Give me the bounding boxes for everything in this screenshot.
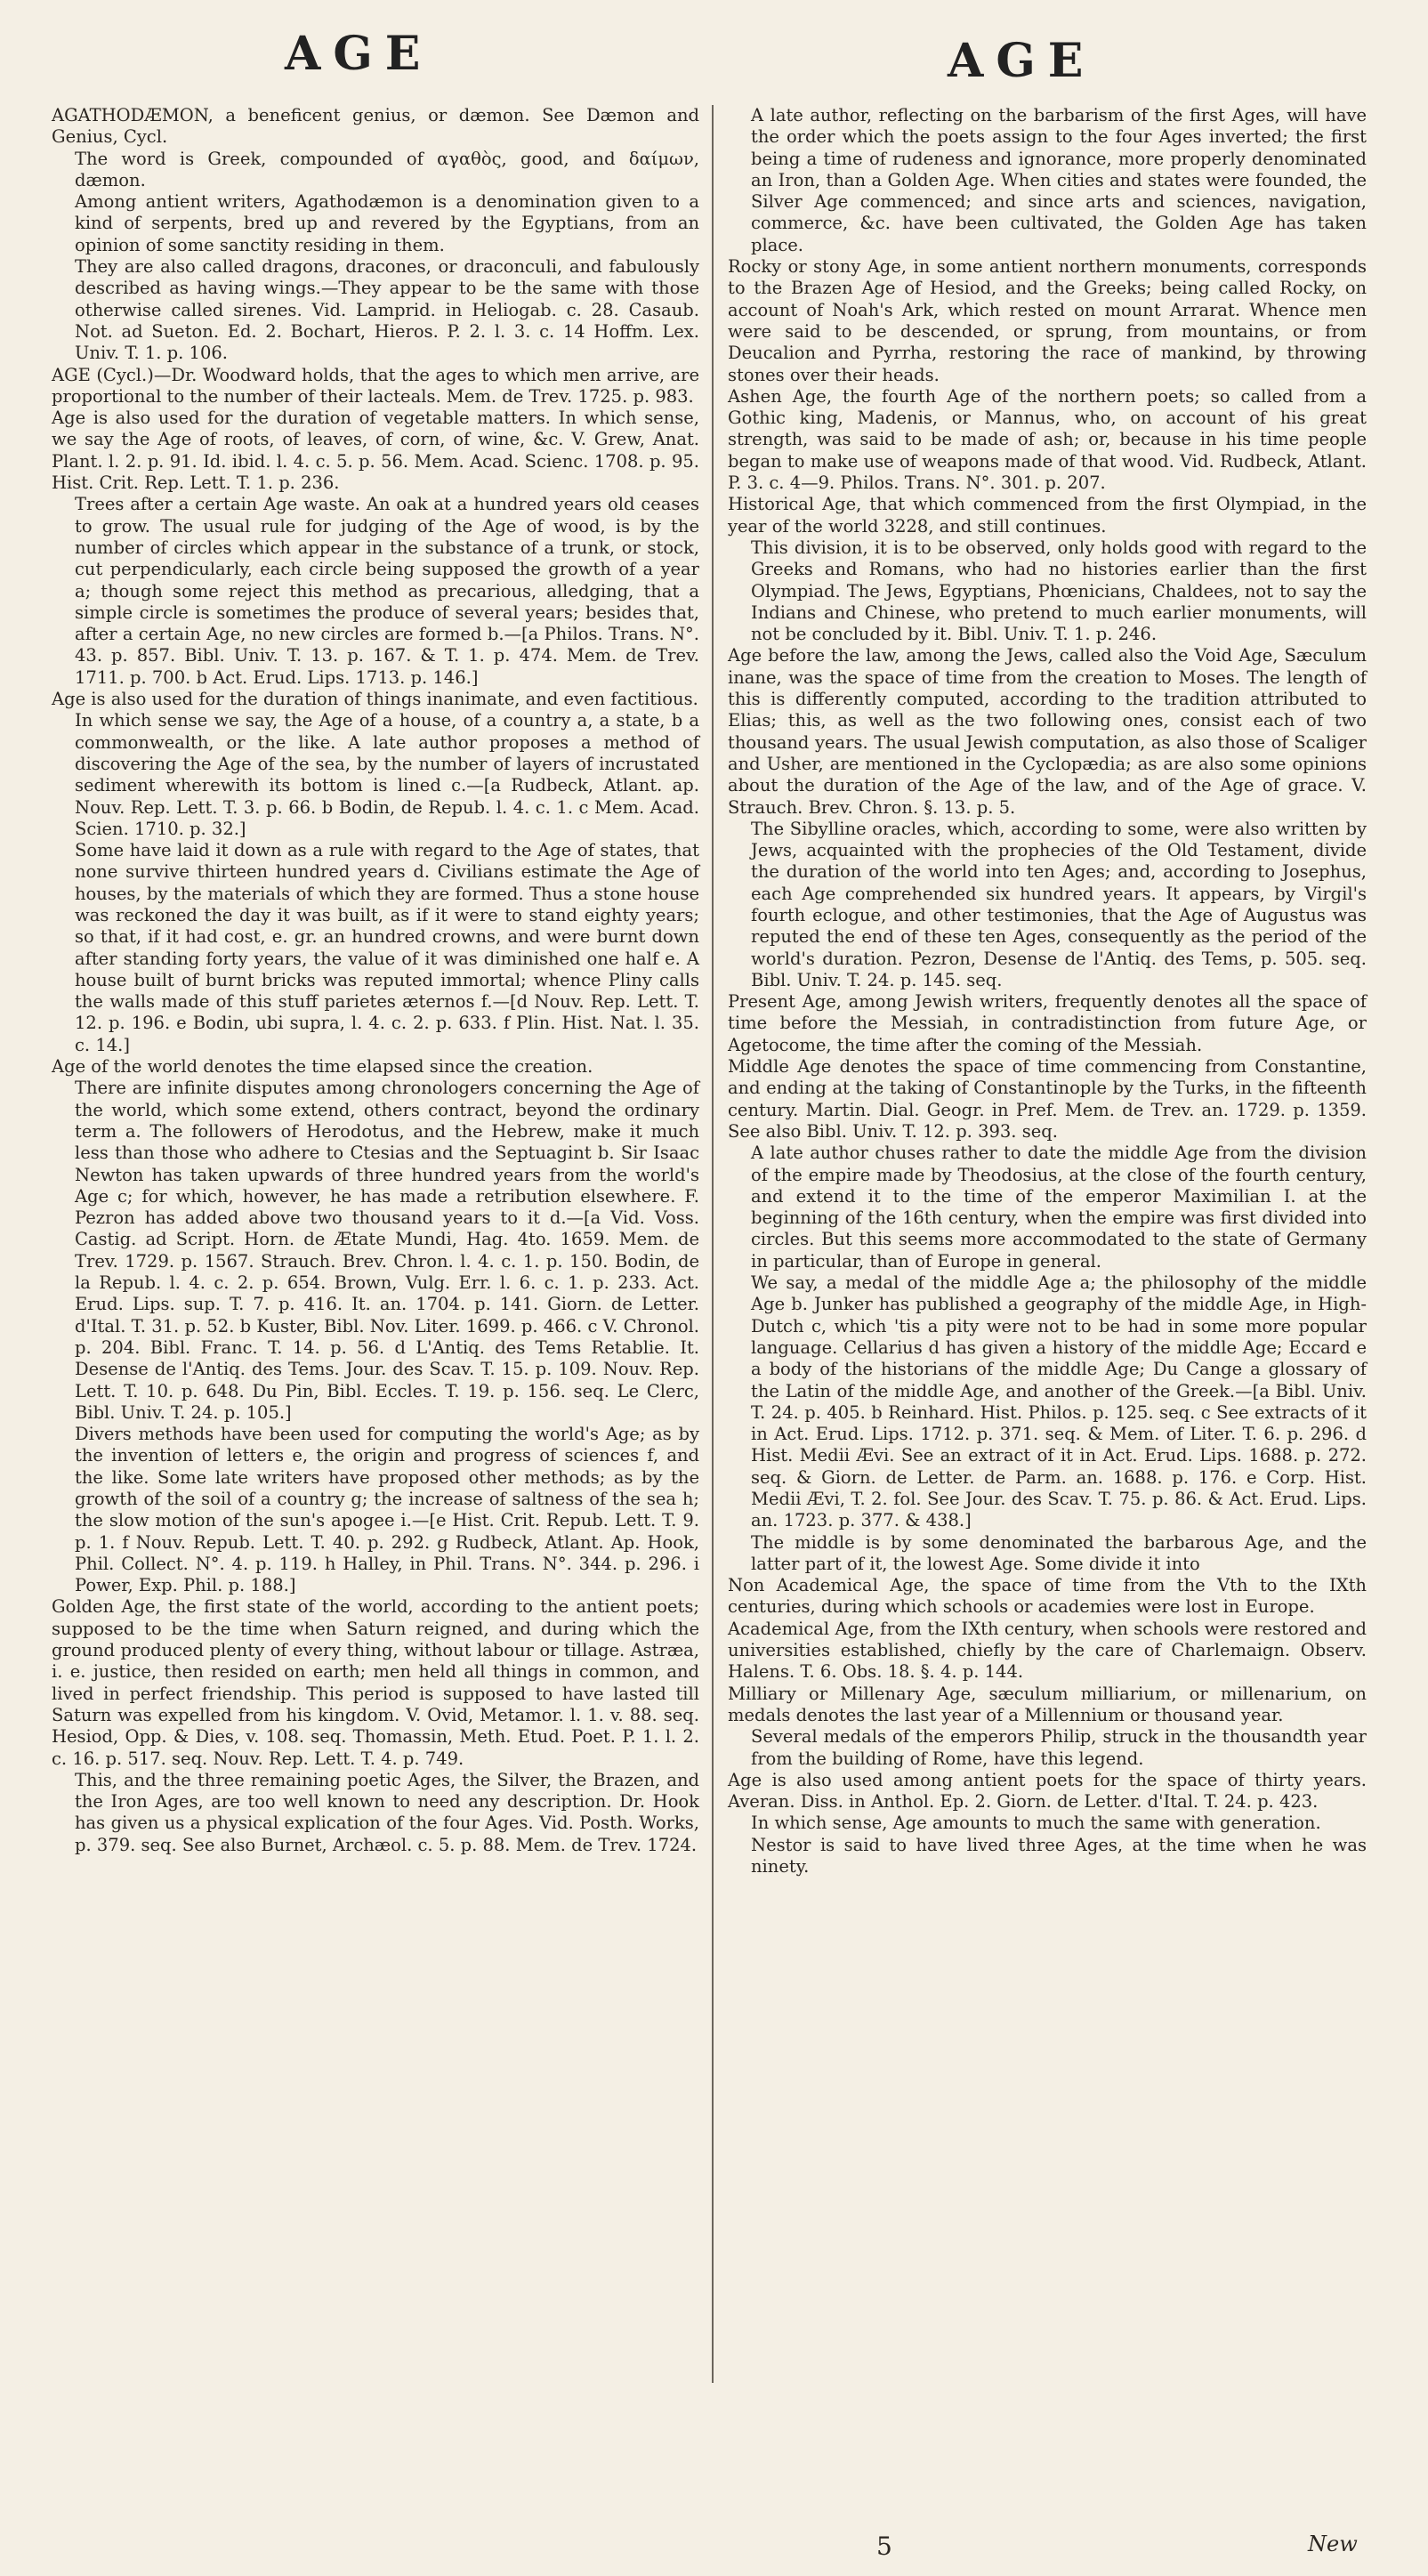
entry-present-age: Present Age, among Jewish writers, frequently denotes all the space of time before the Messiah, in contradistinction from future Age, or Agetocome, the time after the coming of the Messiah. [728,991,1367,1055]
paragraph: There are infinite disputes among chronologers concerning the Age of the world, which some extend, others contract, beyond the ordinary term a. The followers of Herodotus, and the Hebrew, make it much less than those who adhere to Ctesias and the Septuagint b. Sir Isaac Newton has taken upwards of three hundred years from the world's Age c; for which, however, he has made a retribution elsewhere. F. Pezron has added above two thousand years to it d.—[a Vid. Voss. Castig. ad Script. Horn. de Ætate Mundi, Hag. 4to. 1659. Mem. de Trev. 1729. p. 1567. Strauch. Brev. Chron. l. 4. c. 1. p. 150. Bodin, de la Repub. l. 4. c. 2. p. 654. Brown, Vulg. Err. l. 6. c. 1. p. 233. Act. Erud. Lips. sup. T. 7. p. 416. It. an. 1704. p. 141. Giorn. de Letter. d'Ital. T. 31. p. 52. b Kuster, Bibl. Nov. Liter. 1699. p. 466. c V. Chronol. p. 204. Bibl. Franc. T. 14. p. 56. d L'Antiq. des Tems Retablie. It. Desense de l'Antiq. des Tems. Jour. des Scav. T. 15. p. 109. Nouv. Rep. Lett. T. 10. p. 648. Du Pin, Bibl. Eccles. T. 19. p. 156. seq. Le Clerc, Bibl. Univ. T. 24. p. 105.] [75,1078,699,1423]
paragraph: This, and the three remaining poetic Ages, the Silver, the Brazen, and the Iron Ages, are too well known to need any description. Dr. Hook has given us a physical explication of the four Ages. Vid. Posth. Works, p. 379. seq. See also Burnet, Archæol. c. 5. p. 88. Mem. de Trev. 1724. [75,1769,699,1855]
paragraph: They are also called dragons, dracones, or draconculi, and fabulously described as having wings.—They appear to be the same with those otherwise called sirenes. Vid. Lamprid. in Heliogab. c. 28. Casaub. Not. ad Sueton. Ed. 2. Bochart, Hieros. P. 2. l. 3. c. 14 Hoffm. Lex. Univ. T. 1. p. 106. [75,256,699,364]
paragraph: A late author, reflecting on the barbarism of the first Ages, will have the order which the poets assign to the four Ages inverted; the first being a time of rudeness and ignorance, more properly denominated an Iron, than a Golden Age. When cities and states were founded, the Silver Age commenced; and since arts and sciences, navigation, commerce, &c. have been cultivated, the Golden Age has taken place. [751,105,1367,255]
entry-age-thirty-years: Age is also used among antient poets for the space of thirty years. Averan. Diss. in Anthol. Ep. 2. Giorn. de Letter. d'Ital. T. 24. p. 423. [728,1769,1367,1813]
page-number: 5 [876,2532,892,2561]
paragraph: Some have laid it down as a rule with regard to the Age of states, that none survive thirteen hundred years d. Civilians estimate the Age of houses, by the materials of which they are formed. Thus a stone house was reckoned the day it was built, as if it were to stand eighty years; so that, if it had cost, e. gr. an hundred crowns, and were burnt down after standing forty years, the value of it was diminished one half e. A house built of burnt bricks was reputed immortal; whence Pliny calls the walls made of this stuff parietes æternos f.—[d Nouv. Rep. Lett. T. 12. p. 196. e Bodin, ubi supra, l. 4. c. 2. p. 633. f Plin. Hist. Nat. l. 35. c. 14.] [75,840,699,1055]
entry-historical-age: Historical Age, that which commenced from the first Olympiad, in the year of the world 3228, and still continues. [728,494,1367,537]
entry-academical-age: Academical Age, from the IXth century, when schools were restored and universities established, chiefly by the care of Charlemaign. Observ. Halens. T. 6. Obs. 18. §. 4. p. 144. [728,1618,1367,1683]
paragraph: Among antient writers, Agathodæmon is a denomination given to a kind of serpents, bred up and revered by the Egyptians, from an opinion of some sanctity residing in them. [75,191,699,255]
entry-age-inanimate: Age is also used for the duration of things inanimate, and even factitious. [52,689,698,710]
paragraph: The word is Greek, compounded of αγαθὸς, good, and δαίμων, dæmon. [75,148,699,190]
catchword: New [1308,2532,1358,2556]
entry-golden-age: Golden Age, the first state of the world, according to the antient poets; supposed to be the time when Saturn reigned, and during which the ground produced plenty of every thing, without labour or tillage. Astræa, i. e. justice, then resided on earth; men held all things in common, and lived in perfect friendship. This period is supposed to have lasted till Saturn was expelled from his kingdom. V. Ovid, Metamor. l. 1. v. 88. seq. Hesiod, Opp. & Dies, v. 108. seq. Thomassin, Meth. Etud. Poet. P. 1. l. 2. c. 16. p. 517. seq. Nouv. Rep. Lett. T. 4. p. 749. [52,1596,699,1769]
paragraph: Nestor is said to have lived three Ages, at the time when he was ninety. [751,1834,1367,1877]
entry-age-of-world: Age of the world denotes the time elapsed since the creation. [52,1056,593,1078]
paragraph: Divers methods have been used for computing the world's Age; as by the invention of letters e, the origin and progress of sciences f, and the like. Some late writers have proposed other methods; as by the growth of the soil of a country g; the increase of saltness of the sea h; the slow motion of the sun's apogee i.—[e Hist. Crit. Repub. Lett. T. 9. p. 1. f Nouv. Repub. Lett. T. 40. p. 292. g Rudbeck, Atlant. Ap. Hook, Phil. Collect. N°. 4. p. 119. h Halley, in Phil. Trans. N°. 344. p. 296. i Power, Exp. Phil. p. 188.] [75,1424,699,1596]
entry-age-vegetable: Age is also used for the duration of vegetable matters. In which sense, we say the Age of roots, of leaves, of corn, of wine, &c. V. Grew, Anat. Plant. l. 2. p. 91. Id. ibid. l. 4. c. 5. p. 56. Mem. Acad. Scienc. 1708. p. 95. Hist. Crit. Rep. Lett. T. 1. p. 236. [52,408,699,494]
paragraph: In which sense we say, the Age of a house, of a country a, a state, b a commonwealth, or the like. A late author proposes a method of discovering the Age of the sea, by the number of layers of incrustated sediment wherewith its bottom is lined c.—[a Rudbeck, Atlant. ap. Nouv. Rep. Lett. T. 3. p. 66. b Bodin, de Repub. l. 4. c. 1. c Mem. Acad. Scien. 1710. p. 32.] [75,710,699,839]
paragraph: The Sibylline oracles, which, according to some, were also written by Jews, acquainted with the prophecies of the Old Testament, divide the duration of the world into ten Ages; and, according to Josephus, each Age comprehended six hundred years. It appears, by Virgil's fourth eclogue, and other testimonies, that the Age of Augustus was reputed the end of these ten Ages, consequently as the period of the world's duration. Pezron, Desense de l'Antiq. des Tems, p. 505. seq. Bibl. Univ. T. 24. p. 145. seq. [751,818,1367,990]
entry-age-before-law: Age before the law, among the Jews, called also the Void Age, Sæculum inane, was the space of time from the creation to Moses. The length of this is differently computed, according to the tradition attributed to Elias; this, as well as the two following ones, consist each of two thousand years. The usual Jewish computation, as also those of Scaliger and Usher, are mentioned in the Cyclopædia; as are also some opinions about the duration of the Age of the law, and of the Age of grace. V. Strauch. Brev. Chron. §. 13. p. 5. [728,645,1367,818]
paragraph: In which sense, Age amounts to much the same with generation. [751,1813,1321,1834]
left-column [52,105,699,1856]
entry-ashen-age: Ashen Age, the fourth Age of the northern poets; so called from a Gothic king, Madenis, or Mannus, who, on account of his great strength, was said to be made of ash; or, because in his time people began to make use of weapons made of that wood. Vid. Rudbeck, Atlant. P. 3. c. 4—9. Philos. Trans. N°. 301. p. 207. [728,385,1367,494]
entry-agathodaemon: AGATHODÆMON, a beneficent genius, or dæmon. See Dæmon and Genius, Cycl. [52,105,699,148]
entry-middle-age: Middle Age denotes the space of time commencing from Constantine, and ending at the taking of Constantinople by the Turks, in the fifteenth century. Martin. Dial. Geogr. in Pref. Mem. de Trev. an. 1729. p. 1359. See also Bibl. Univ. T. 12. p. 393. seq. [728,1056,1367,1142]
column-rule [712,105,714,2383]
running-head-right: AGE [948,34,1096,88]
entry-age: AGE (Cycl.)—Dr. Woodward holds, that the ages to which men arrive, are proportional to the number of their lacteals. Mem. de Trev. 1725. p. 983. [52,364,699,407]
paragraph: The middle is by some denominated the barbarous Age, and the latter part of it, the lowest Age. Some divide it into [751,1531,1367,1574]
paragraph: We say, a medal of the middle Age a; the philosophy of the middle Age b. Junker has published a geography of the middle Age, in High-Dutch c, which 'tis a pity were not to be had in some more popular language. Cellarius d has given a history of the middle Age; Eccard e a body of the historians of the middle Age; Du Cange a glossary of the Latin of the middle Age, and another of the Greek.—[a Bibl. Univ. T. 24. p. 405. b Reinhard. Hist. Philos. p. 125. seq. c See extracts of it in Act. Erud. Lips. 1712. p. 371. seq. & Mem. of Liter. T. 6. p. 296. d Hist. Medii Ævi. See an extract of it in Act. Erud. Lips. 1688. p. 272. seq. & Giorn. de Letter. de Parm. an. 1688. p. 176. e Corp. Hist. Medii Ævi, T. 2. fol. See Jour. des Scav. T. 75. p. 86. & Act. Erud. Lips. an. 1723. p. 377. & 438.] [751,1272,1367,1531]
running-head-left: AGE [285,27,433,81]
right-column [728,105,1367,1877]
entry-rocky-age: Rocky or stony Age, in some antient northern monuments, corresponds to the Brazen Age of Hesiod, and the Greeks; being called Rocky, on account of Noah's Ark, which rested on mount Arrarat. Whence men were said to be descended, or sprung, from mountains, or from Deucalion and Pyrrha, restoring the race of mankind, by throwing stones over their heads. [728,256,1367,385]
entry-non-academical-age: Non Academical Age, the space of time from the Vth to the IXth centuries, during which schools or academies were lost in Europe. [728,1575,1367,1618]
paragraph: Trees after a certain Age waste. An oak at a hundred years old ceases to grow. The usual rule for judging of the Age of wood, is by the number of circles which appear in the substance of a trunk, or stock, cut perpendicularly, each circle being supposed the growth of a year a; though some reject this method as precarious, alledging, that a simple circle is sometimes the produce of several years; besides that, after a certain Age, no new circles are formed b.—[a Philos. Trans. N°. 43. p. 857. Bibl. Univ. T. 13. p. 167. & T. 1. p. 474. Mem. de Trev. 1711. p. 700. b Act. Erud. Lips. 1713. p. 146.] [75,494,699,688]
entry-milliary-age: Milliary or Millenary Age, sæculum milliarium, or millenarium, on medals denotes the last year of a Millennium or thousand year. [728,1683,1367,1725]
paragraph: This division, it is to be observed, only holds good with regard to the Greeks and Romans, who had no histories earlier than the first Olympiad. The Jews, Egyptians, Phœnicians, Chaldees, not to say the Indians and Chinese, who pretend to much earlier monuments, will not be concluded by it. Bibl. Univ. T. 1. p. 246. [751,537,1367,645]
paragraph: A late author chuses rather to date the middle Age from the division of the empire made by Theodosius, at the close of the fourth century, and extend it to the time of the emperor Maximilian I. at the beginning of the 16th century, when the empire was first divided into circles. But this seems more accommodated to the state of Germany in particular, than of Europe in general. [751,1143,1367,1272]
paragraph: Several medals of the emperors Philip, struck in the thousandth year from the building of Rome, have this legend. [751,1726,1367,1769]
